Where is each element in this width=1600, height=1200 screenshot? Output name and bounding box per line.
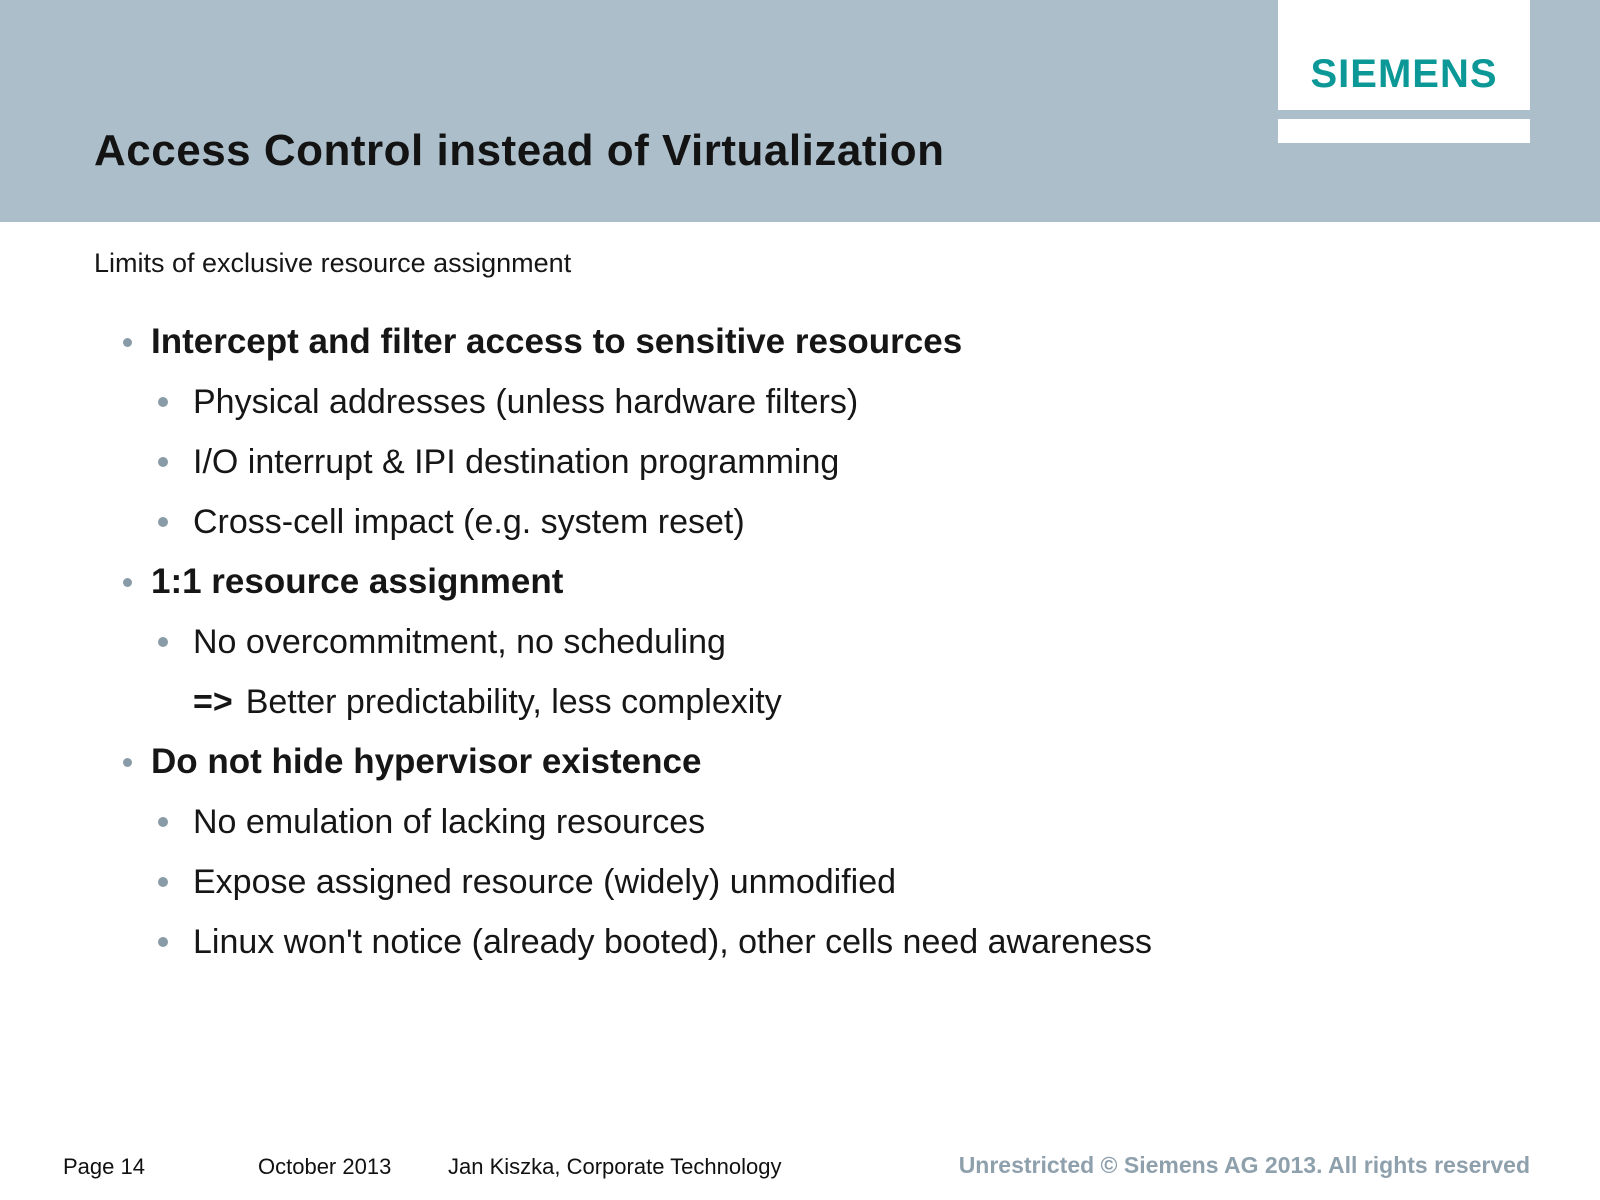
bullet-item [0, 552, 1600, 612]
bullet-item [0, 612, 1600, 672]
bullet-item [0, 312, 1600, 372]
bullet-item [0, 852, 1600, 912]
bullet-marker [158, 937, 168, 947]
footer-author: Jan Kiszka, Corporate Technology [448, 1154, 782, 1179]
bullet-item [0, 372, 1600, 432]
bullet-marker [158, 637, 168, 647]
arrow-prefix: => [193, 682, 233, 721]
siemens-logo-text: SIEMENS [1310, 52, 1498, 96]
bullet-marker [158, 457, 168, 467]
bullet-text: Physical addresses (unless hardware filters) [193, 382, 859, 421]
footer-copyright: Unrestricted © Siemens AG 2013. All rights reserved [958, 1152, 1530, 1178]
bullet-marker [123, 338, 132, 347]
bullet-text: Better predictability, less complexity [245, 682, 782, 721]
bullet-item [0, 492, 1600, 552]
slide-title: Access Control instead of Virtualization [94, 126, 945, 175]
footer-date: October 2013 [258, 1154, 392, 1179]
bullet-marker [158, 817, 168, 827]
bullet-marker [158, 877, 168, 887]
bullet-text: Cross-cell impact (e.g. system reset) [193, 502, 745, 541]
bullet-marker [123, 578, 132, 587]
slide-subtitle: Limits of exclusive resource assignment [94, 248, 572, 278]
bullet-text: 1:1 resource assignment [151, 562, 564, 601]
bullet-text: Intercept and filter access to sensitive resources [151, 322, 963, 361]
bullet-text: No emulation of lacking resources [193, 802, 706, 841]
bullet-marker [158, 517, 168, 527]
bullet-list [0, 312, 1600, 972]
bullet-item [0, 732, 1600, 792]
bullet-marker [158, 397, 168, 407]
siemens-logo [1278, 0, 1530, 110]
bullet-text: Expose assigned resource (widely) unmodified [193, 862, 897, 901]
bullet-item [0, 792, 1600, 852]
bullet-marker [123, 758, 132, 767]
bullet-item-continuation [0, 672, 1600, 732]
bullet-item [0, 432, 1600, 492]
bullet-text: No overcommitment, no scheduling [193, 622, 726, 661]
bullet-text: Do not hide hypervisor existence [151, 742, 702, 781]
bullet-text: I/O interrupt & IPI destination programming [193, 442, 840, 481]
bullet-item [0, 912, 1600, 972]
bullet-text: Linux won't notice (already booted), other cells need awareness [193, 922, 1153, 961]
footer-page-number: Page 14 [63, 1154, 145, 1179]
siemens-logo-underline-bar [1278, 119, 1530, 143]
